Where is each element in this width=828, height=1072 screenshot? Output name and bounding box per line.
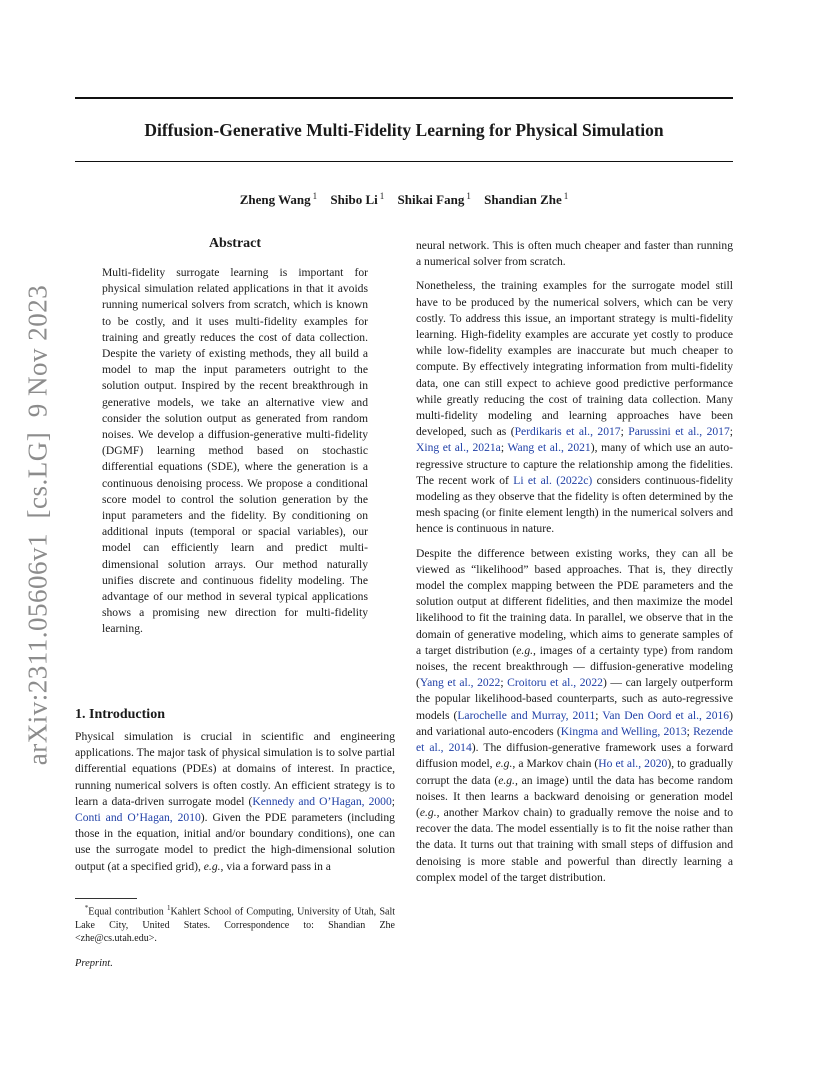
title-rule-top bbox=[75, 97, 733, 99]
footnote: *Equal contribution $^1$Kahlert School of Computing, University of Utah, Salt Lake City, United States. Correspondence to: Shandian Zhe <zhe@cs.utah.edu>. bbox=[75, 904, 396, 945]
citation-link[interactable]: Van Den Oord et al., 2016 bbox=[602, 708, 730, 722]
citation-link[interactable]: Yang et al., 2022 bbox=[419, 676, 501, 690]
preprint-label: Preprint. bbox=[75, 958, 113, 969]
paragraph: Nonetheless, the training examples for the surrogate model still have to be produced by the numerical solvers, which can be very costly. To address this issue, an important strategy is multi-fidelity learning. High-fidelity examples are accurate yet costly to produce while low-fidelity examples are inaccurate but much cheaper to compute. By effectively integrating information from multi-fidelity data, one can still expect to achieve good predictive performance while greatly reducing the cost of training data collection. Many multi-fidelity modeling and learning approaches have been developed, such as (Perdikaris et al., 2017; Parussini et al., 2017; Xing et al., 2021a; Wang et al., 2021), many of which use an auto-regressive structure to capture the relationship among the fidelities. The recent work of Li et al. (2022c) considers continuous-fidelity modeling as they observe that the fidelity is often determined by the mesh spacing (or finite element length) in the numerical solvers and hence is continuous in nature. bbox=[416, 279, 734, 536]
arxiv-identifier: arXiv:2311.05606v1 [cs.LG] 9 Nov 2023 bbox=[22, 284, 53, 766]
author: Shandian Zhe $^1$ bbox=[484, 191, 569, 208]
author: Zheng Wang $^1$ bbox=[239, 191, 318, 208]
citation-link[interactable]: Conti and O’Hagan, 2010 bbox=[75, 811, 201, 825]
citation-link[interactable]: Kennedy and O’Hagan, 2000 bbox=[252, 794, 392, 808]
citation-link[interactable]: Li et al. (2022c) bbox=[513, 473, 593, 487]
paragraph: neural network. This is often much cheaper and faster than running a numerical solver from scratch. bbox=[416, 239, 733, 269]
author: Shibo Li $^1$ bbox=[330, 191, 385, 208]
citation-link[interactable]: Xing et al., 2021a bbox=[416, 441, 501, 455]
citation-link[interactable]: Croitoru et al., 2022 bbox=[507, 676, 603, 690]
introduction-paragraph: Physical simulation is crucial in scientific and engineering applications. The major task of physical simulation is to solve partial differential equations (PDEs) at domains of interest. In practice, running numerical solvers is often costly. An efficient strategy is to learn a data-driven surrogate model (Kennedy and O’Hagan, 2000; Conti and O’Hagan, 2010). Given the PDE parameters (including those in the equation, initial and/or boundary conditions), one can use the surrogate model to predict the high-dimensional solution output (at a specified grid), e.g., via a forward pass in a bbox=[75, 730, 395, 873]
citation-link[interactable]: Wang et al., 2021 bbox=[507, 441, 591, 455]
paper-title: Diffusion-Generative Multi-Fidelity Learning for Physical Simulation bbox=[144, 120, 664, 140]
citation-link[interactable]: Larochelle and Murray, 2011 bbox=[457, 708, 596, 722]
author: Shikai Fang $^1$ bbox=[397, 191, 471, 208]
section-heading-introduction: 1. Introduction bbox=[75, 707, 165, 722]
title-rule-bottom bbox=[75, 161, 733, 162]
citation-link[interactable]: Perdikaris et al., 2017 bbox=[514, 425, 621, 439]
citation-link[interactable]: Kingma and Welling, 2013 bbox=[560, 724, 687, 738]
footnote-rule bbox=[75, 898, 137, 899]
citation-link[interactable]: Parussini et al., 2017 bbox=[628, 425, 730, 439]
abstract-text: Multi-fidelity surrogate learning is important for physical simulation related applications in that it avoids running numerical solvers from scratch, which is known to be costly, and it uses multi-fidelity examples for training and greatly reduces the cost of data collection. Despite the variety of existing methods, they all build a model to map the input parameters outright to the solution output. Inspired by the recent breakthrough in generative models, we take an alternative view and consider the solution output as generated from random noises. We develop a diffusion-generative multi-fidelity (DGMF) learning method based on stochastic differential equations (SDE), where the generation is a continuous denoising process. We propose a conditional score model to control the solution generation by the input parameters and the fidelity. By conditioning on additional inputs (temporal or spacial variables), our model can efficiently learn and predict multi-dimensional solution arrays. Our method naturally unifies discrete and continuous fidelity modeling. The advantage of our method in several typical applications shows a promising new direction for multi-fidelity learning. bbox=[102, 266, 368, 636]
abstract-heading: Abstract bbox=[208, 236, 262, 251]
citation-link[interactable]: Rezende et al., 2014 bbox=[416, 724, 733, 755]
citation-link[interactable]: Ho et al., 2020 bbox=[598, 757, 668, 771]
author-list bbox=[75, 191, 733, 208]
paragraph: Despite the difference between existing works, they can all be viewed as “likelihood” based approaches. That is, they directly model the complex mapping between the PDE parameters and the solution output at different fidelities, and then maximize the model likelihood to fit the training data. In parallel, we observe that in the domain of generative modeling, which aims to generate samples of a target distribution (e.g., images of a certainty type) from random noises, the recent breakthrough — diffusion-generative modeling (Yang et al., 2022; Croitoru et al., 2022) — can largely outperform the popular likelihood-based counterparts, such as auto-regressive models (Larochelle and Murray, 2011; Van Den Oord et al., 2016) and variational auto-encoders (Kingma and Welling, 2013; Rezende et al., 2014). The diffusion-generative framework uses a forward diffusion model, e.g., a Markov chain (Ho et al., 2020), to gradually corrupt the data (e.g., an image) until the data has become random noises. It then learns a backward denoising or generation model (e.g., another Markov chain) to gradually remove the noise and to recover the data. The model essentially is to fit the noise rather than the data. It turns out that training with small steps of diffusion and denoising is more stable and powerful than directly learning a complex model of the target distribution. bbox=[416, 546, 734, 884]
right-column bbox=[416, 238, 733, 894]
